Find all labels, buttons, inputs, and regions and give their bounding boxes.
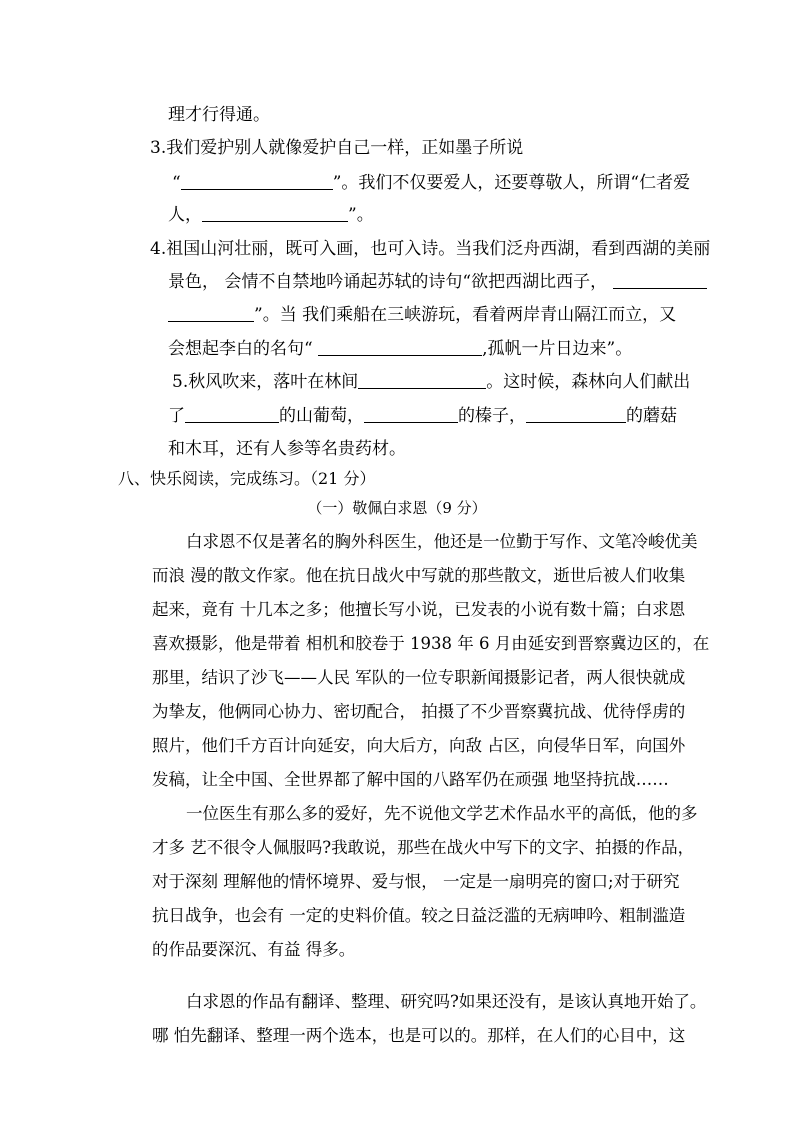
q5-blank-3[interactable] xyxy=(364,405,458,423)
q4-line4-end: ,孤帆一片日边来”。 xyxy=(482,339,633,359)
q3-line1: 3.我们爱护别人就像爱护自己一样，正如墨子所说 xyxy=(150,138,524,158)
passage-p2-line3: 对于深刻 理解他的情怀境界、爱与恨， 一定是一扇明亮的窗口;对于研究 xyxy=(152,872,680,891)
q5-line2-c: 的榛子， xyxy=(458,406,526,426)
q3-blank-2[interactable] xyxy=(202,204,348,222)
passage-p1-line8: 发稿，让全中国、全世界都了解中国的八路军仍在顽强 地坚持抗战…… xyxy=(152,770,669,789)
passage-p1-line2: 而浪 漫的散文作家。他在抗日战火中写就的那些散文，逝世后被人们收集 xyxy=(152,566,686,585)
q4-blank-1b[interactable] xyxy=(168,304,254,322)
q4-line4 xyxy=(168,337,632,361)
passage-p2-line2: 才多 艺不很令人佩服吗?我敢说，那些在战火中写下的文字、拍摄的作品， xyxy=(152,838,695,857)
q5-blank-4[interactable] xyxy=(526,405,626,423)
section-heading: 八、快乐阅读，完成练习。（21 分） xyxy=(118,469,376,488)
q3-open-quote: “ xyxy=(172,173,181,193)
q5-blank-2[interactable] xyxy=(185,405,279,423)
passage-p3-line2: 哪 怕先翻译、整理一两个选本，也是可以的。那样，在人们的心目中，这 xyxy=(152,1026,686,1045)
passage-p1-line6: 为挚友，他俩同心协力、密切配合， 拍摄了不少晋察冀抗战、优待俘虏的 xyxy=(152,702,686,721)
q5-line2-b: 的山葡萄， xyxy=(279,406,364,426)
q5-line1 xyxy=(172,370,690,394)
passage-p2-line1: 一位医生有那么多的爱好，先不说他文学艺术作品水平的高低，他的多 xyxy=(186,804,698,823)
passage-p3-line1: 白求恩的作品有翻译、整理、研究吗?如果还没有，是该认真地开始了。 xyxy=(186,992,707,1011)
passage-p1-line4: 喜欢摄影，他是带着 相机和胶卷于 1938 年 6 月由延安到晋察冀边区的，在 xyxy=(152,634,710,653)
q2-continuation: 理才行得通。 xyxy=(168,105,270,125)
q5-blank-1[interactable] xyxy=(358,371,486,389)
passage-p1-line3: 起来，竟有 十几本之多；他擅长写小说，已发表的小说有数十篇；白求恩 xyxy=(152,600,686,619)
passage-title: （一）敬佩白求恩（9 分） xyxy=(307,499,487,517)
q5-line1-text: 5.秋风吹来，落叶在林间 xyxy=(172,372,359,392)
q4-line4-text: 会想起李白的名句“ xyxy=(168,339,319,359)
q5-line2 xyxy=(168,404,677,428)
passage-p1-line5: 那里，结识了沙飞——人民 军队的一位专职新闻摄影记者，两人很快就成 xyxy=(152,668,686,687)
passage-p2-line4: 抗日战争，也会有 一定的史料价值。较之日益泛滥的无病呻吟、粗制滥造 xyxy=(152,906,686,925)
q4-line1: 4.祖国山河壮丽，既可入画，也可入诗。当我们泛舟西湖，看到西湖的美丽 xyxy=(150,239,711,259)
q3-line2-text: ”。我们不仅要爱人，还要尊敬人，所谓“仁者爱 xyxy=(332,173,691,193)
q4-blank-1a[interactable] xyxy=(613,271,707,289)
q5-line2-a: 了 xyxy=(168,406,185,426)
q5-line1-end: 。这时候，森林向人们献出 xyxy=(486,372,691,392)
q4-line2 xyxy=(168,270,707,294)
q3-blank-1[interactable] xyxy=(181,172,333,190)
q4-line3-text: ”。当 我们乘船在三峡游玩，看着两岸青山隔江而立，又 xyxy=(254,305,677,325)
passage-p1-line1: 白求恩不仅是著名的胸外科医生，他还是一位勤于写作、文笔冷峻优美 xyxy=(186,532,698,551)
q4-line3 xyxy=(168,303,676,327)
q4-line2-text: 景色， 会情不自禁地吟诵起苏轼的诗句“欲把西湖比西子， xyxy=(168,272,608,292)
q5-line3: 和木耳，还有人参等名贵药材。 xyxy=(168,439,406,459)
q5-line2-d: 的蘑菇 xyxy=(626,406,677,426)
q3-line3-end: ”。 xyxy=(348,205,374,225)
passage-p2-line5: 的作品要深沉、有益 得多。 xyxy=(152,940,356,959)
q3-line3 xyxy=(168,203,374,227)
passage-p1-line7: 照片，他们千方百计向延安，向大后方，向敌 占区，向侵华日军，向国外 xyxy=(152,736,686,755)
q3-line3-text: 人， xyxy=(168,205,202,225)
q4-blank-2[interactable] xyxy=(318,338,482,356)
q3-line2 xyxy=(172,171,690,195)
